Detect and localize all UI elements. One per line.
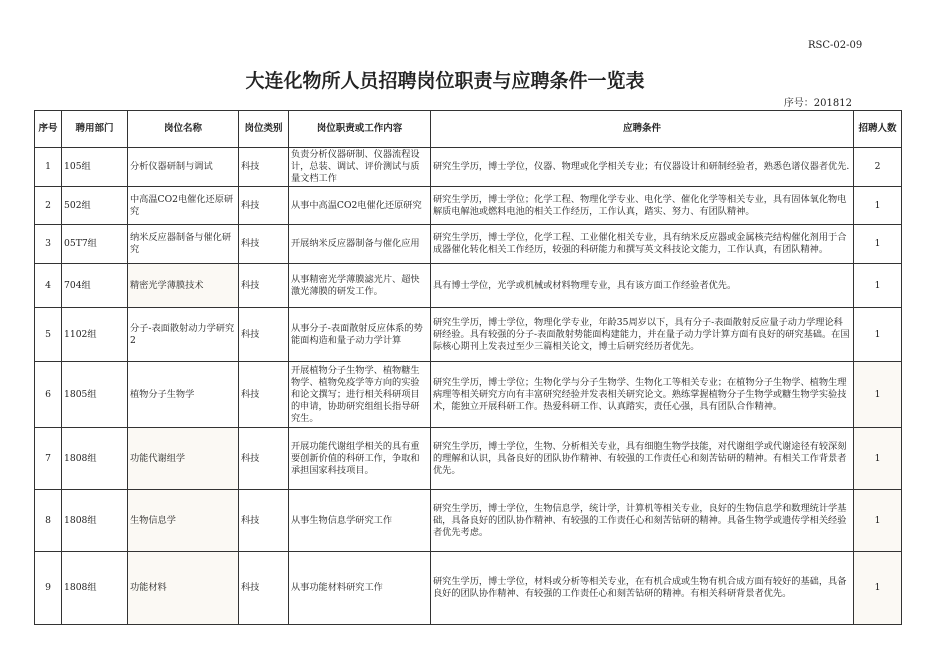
header-count: 招聘人数	[854, 111, 902, 148]
position-type-cell: 科技	[239, 225, 289, 264]
row-number-cell: 8	[35, 490, 62, 552]
requirements-cell: 研究生学历，博士学位，生物、分析相关专业，具有细胞生物学技能，对代谢组学或代谢途径有较深刻的理解和认识，具备良好的团队协作精神、有较强的工作责任心和刻苦钻研的精神。有相关工作背景者优先。	[431, 428, 854, 490]
position-type-cell: 科技	[239, 490, 289, 552]
position-type-cell: 科技	[239, 148, 289, 187]
row-number-cell: 7	[35, 428, 62, 490]
department-cell: 1805组	[62, 362, 128, 428]
table-row	[35, 428, 902, 490]
department-cell: 1102组	[62, 308, 128, 362]
department-cell: 1808组	[62, 490, 128, 552]
table-row	[35, 148, 902, 187]
row-number-cell: 6	[35, 362, 62, 428]
header-position: 岗位名称	[128, 111, 239, 148]
table-row	[35, 308, 902, 362]
row-number-cell: 3	[35, 225, 62, 264]
headcount-cell: 1	[854, 362, 902, 428]
headcount-cell: 1	[854, 187, 902, 225]
row-number-cell: 9	[35, 552, 62, 625]
table-row	[35, 490, 902, 552]
position-name-cell: 植物分子生物学	[128, 362, 239, 428]
header-no: 序号	[35, 111, 62, 148]
row-number-cell: 4	[35, 264, 62, 308]
header-duty: 岗位职责或工作内容	[289, 111, 431, 148]
document-code: RSC-02-09	[808, 40, 863, 51]
position-name-cell: 精密光学薄膜技术	[128, 264, 239, 308]
requirements-cell: 研究生学历，博士学位，化学工程、工业催化相关专业，具有纳米反应器或金属核壳结构催化剂用于合成器催化转化相关工作经历，较强的科研能力和撰写英文科技论文能力，工作认真，有团队精神。	[431, 225, 854, 264]
duty-cell: 开展功能代谢组学相关的具有重要创新价值的科研工作，争取和承担国家科技项目。	[289, 428, 431, 490]
header-type: 岗位类别	[239, 111, 289, 148]
recruitment-table	[34, 110, 902, 625]
department-cell: 1808组	[62, 428, 128, 490]
table-row	[35, 225, 902, 264]
position-name-cell: 分析仪器研制与调试	[128, 148, 239, 187]
table-row	[35, 362, 902, 428]
page-title: 大连化物所人员招聘岗位职责与应聘条件一览表	[245, 70, 645, 92]
position-type-cell: 科技	[239, 552, 289, 625]
department-cell: 704组	[62, 264, 128, 308]
position-name-cell: 功能材料	[128, 552, 239, 625]
row-number-cell: 5	[35, 308, 62, 362]
duty-cell: 从事生物信息学研究工作	[289, 490, 431, 552]
position-name-cell: 纳米反应器制备与催化研究	[128, 225, 239, 264]
header-dept: 聘用部门	[62, 111, 128, 148]
header-requirements: 应聘条件	[431, 111, 854, 148]
requirements-cell: 研究生学历，博士学位；化学工程、物理化学专业、电化学、催化化学等相关专业，具有固体氧化物电解质电解池或燃料电池的相关工作经历，工作认真，踏实、努力、有团队精神。	[431, 187, 854, 225]
duty-cell: 从事分子-表面散射反应体系的势能面构造和量子动力学计算	[289, 308, 431, 362]
requirements-cell: 研究生学历，博士学位，仪器、物理或化学相关专业；有仪器设计和研制经验者，熟悉色谱仪器者优先.	[431, 148, 854, 187]
headcount-cell: 1	[854, 225, 902, 264]
position-name-cell: 中高温CO2电催化还原研究	[128, 187, 239, 225]
table-row	[35, 552, 902, 625]
duty-cell: 从事精密光学薄膜滤光片、超快激光薄膜的研发工作。	[289, 264, 431, 308]
serial-number: 序号：201812	[783, 98, 852, 109]
duty-cell: 负责分析仪器研制、仪器流程设计，总装、调试、评价测试与质量文档工作	[289, 148, 431, 187]
headcount-cell: 1	[854, 490, 902, 552]
headcount-cell: 1	[854, 308, 902, 362]
position-type-cell: 科技	[239, 308, 289, 362]
requirements-cell: 研究生学历，博士学位，物理化学专业，年龄35周岁以下，具有分子-表面散射反应量子动力学理论科研经验。具有较强的分子-表面散射势能面构建能力，并在量子动力学计算方面有良好的研究基础。在国际核心期刊上发表过至少三篇相关论文，博士后研究经历者优先。	[431, 308, 854, 362]
department-cell: 502组	[62, 187, 128, 225]
department-cell: 105组	[62, 148, 128, 187]
table-row	[35, 264, 902, 308]
department-cell: 1808组	[62, 552, 128, 625]
requirements-cell: 具有博士学位，光学或机械或材料物理专业，具有该方面工作经验者优先。	[431, 264, 854, 308]
table-row	[35, 187, 902, 225]
position-type-cell: 科技	[239, 264, 289, 308]
row-number-cell: 1	[35, 148, 62, 187]
duty-cell: 从事功能材料研究工作	[289, 552, 431, 625]
position-name-cell: 生物信息学	[128, 490, 239, 552]
requirements-cell: 研究生学历，博士学位，材料或分析等相关专业，在有机合成或生物有机合成方面有较好的基础，具备良好的团队协作精神、有较强的工作责任心和刻苦钻研的精神。有相关科研背景者优先。	[431, 552, 854, 625]
position-name-cell: 分子-表面散射动力学研究2	[128, 308, 239, 362]
table-header-row	[35, 111, 902, 148]
requirements-cell: 研究生学历，博士学位，生物信息学，统计学，计算机等相关专业，良好的生物信息学和数理统计学基础，具备良好的团队协作精神、有较强的工作责任心和刻苦钻研的精神。具备生物学或遗传学相关经验者优先考虑。	[431, 490, 854, 552]
position-type-cell: 科技	[239, 362, 289, 428]
row-number-cell: 2	[35, 187, 62, 225]
headcount-cell: 2	[854, 148, 902, 187]
position-type-cell: 科技	[239, 428, 289, 490]
requirements-cell: 研究生学历，博士学位；生物化学与分子生物学、生物化工等相关专业；在植物分子生物学、植物生理病理等相关研究方向有丰富研究经验并发表相关研究论文。熟练掌握植物分子生物学或糖生物学实验技术，能独立开展科研工作。热爱科研工作、认真踏实，责任心强，具有团队合作精神。	[431, 362, 854, 428]
department-cell: 05T7组	[62, 225, 128, 264]
headcount-cell: 1	[854, 552, 902, 625]
duty-cell: 从事中高温CO2电催化还原研究	[289, 187, 431, 225]
position-type-cell: 科技	[239, 187, 289, 225]
position-name-cell: 功能代谢组学	[128, 428, 239, 490]
headcount-cell: 1	[854, 428, 902, 490]
duty-cell: 开展纳米反应器制备与催化应用	[289, 225, 431, 264]
headcount-cell: 1	[854, 264, 902, 308]
duty-cell: 开展植物分子生物学、植物糖生物学、植物免疫学等方向的实验和论文撰写；进行相关科研项目的申请，协助研究组组长指导研究生。	[289, 362, 431, 428]
